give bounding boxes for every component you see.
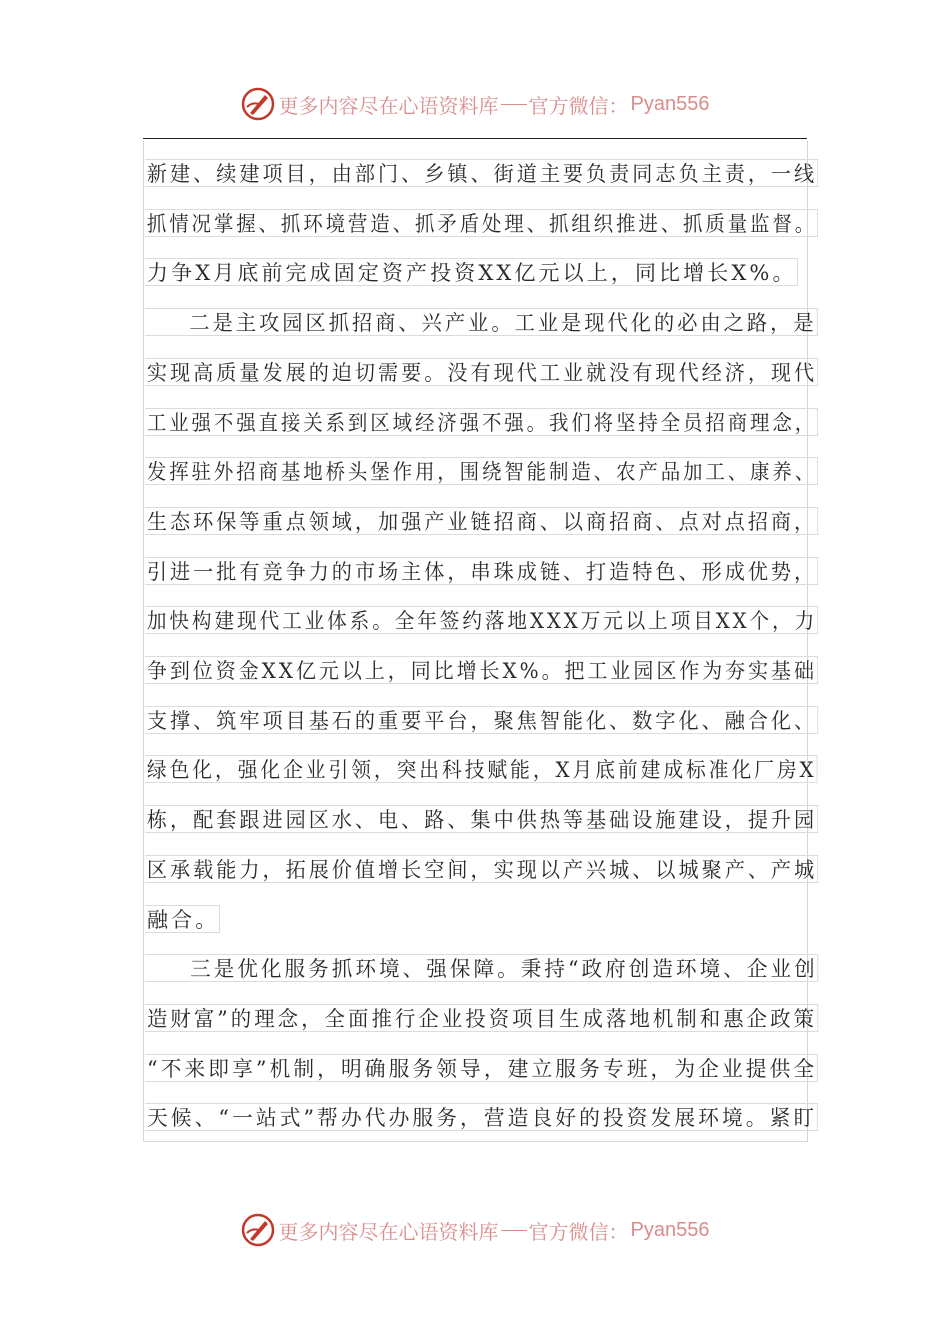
text-line: 三是优化服务抓环境、强保障。秉持“政府创造环境、企业创 — [145, 954, 819, 982]
text-frame — [143, 141, 808, 1142]
header-watermark — [0, 82, 950, 126]
watermark-dash — [501, 1230, 527, 1231]
text-line: 实现高质量发展的迫切需要。没有现代工业就没有现代经济，现代 — [145, 358, 818, 386]
text-line: 生态环保等重点领域，加强产业链招商、以商招商、点对点招商， — [145, 507, 818, 535]
watermark-label: 官方微信： — [528, 93, 629, 118]
text-line: “不来即享”机制，明确服务领导，建立服务专班，为企业提供全 — [145, 1054, 818, 1082]
text-line: 天候、“一站式”帮办代办服务，营造良好的投资发展环境。紧盯 — [145, 1103, 818, 1131]
header-rule — [143, 138, 807, 139]
text-line: 力争X月底前完成固定资产投资XX亿元以上，同比增长X%。 — [145, 258, 798, 286]
watermark-wechat-id: Pyan556 — [630, 1218, 710, 1241]
pen-logo-icon — [241, 1213, 275, 1247]
text-line: 融合。 — [145, 905, 220, 933]
text-line: 栋，配套跟进园区水、电、路、集中供热等基础设施建设，提升园 — [145, 805, 818, 833]
text-line: 发挥驻外招商基地桥头堡作用，围绕智能制造、农产品加工、康养、 — [145, 457, 818, 485]
text-line: 工业强不强直接关系到区域经济强不强。我们将坚持全员招商理念， — [145, 408, 818, 436]
watermark-dash — [501, 104, 527, 105]
watermark-text: 更多内容尽在心语资料库 — [278, 93, 499, 118]
text-line: 区承载能力，拓展价值增长空间，实现以产兴城、以城聚产、产城 — [145, 855, 818, 883]
text-line: 争到位资金XX亿元以上，同比增长X%。把工业园区作为夯实基础 — [145, 656, 818, 684]
watermark-text: 更多内容尽在心语资料库 — [278, 1219, 499, 1244]
text-line: 加快构建现代工业体系。全年签约落地XXX万元以上项目XX个，力 — [145, 606, 818, 634]
text-line: 引进一批有竞争力的市场主体，串珠成链、打造特色、形成优势， — [145, 557, 818, 585]
text-line: 支撑、筑牢项目基石的重要平台，聚焦智能化、数字化、融合化、 — [145, 706, 818, 734]
watermark-label: 官方微信： — [528, 1219, 629, 1244]
text-line: 造财富”的理念，全面推行企业投资项目生成落地机制和惠企政策 — [145, 1004, 818, 1032]
text-line: 二是主攻园区抓招商、兴产业。工业是现代化的必由之路，是 — [145, 308, 818, 336]
pen-logo-icon — [241, 87, 275, 121]
footer-watermark — [0, 1208, 950, 1252]
watermark-wechat-id: Pyan556 — [630, 92, 710, 115]
text-line: 绿色化，强化企业引领，突出科技赋能，X月底前建成标准化厂房X — [145, 755, 817, 783]
text-line: 抓情况掌握、抓环境营造、抓矛盾处理、抓组织推进、抓质量监督。 — [145, 209, 818, 237]
text-line: 新建、续建项目，由部门、乡镇、街道主要负责同志负主责，一线 — [145, 159, 818, 187]
